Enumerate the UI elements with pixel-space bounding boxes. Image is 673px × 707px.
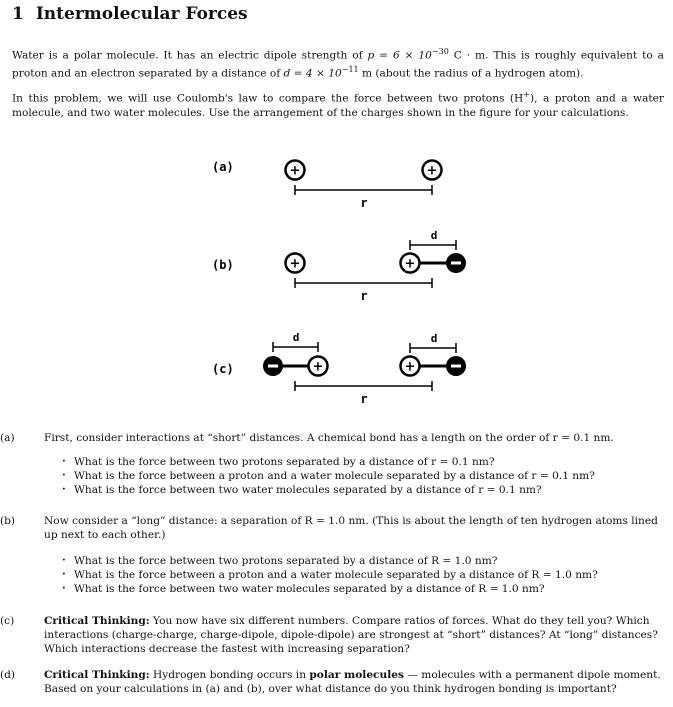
list-item: · What is the force between two water molecules separated by a distance of R = 1.0 nm?: [62, 582, 662, 596]
proton-charge-sup: +: [523, 90, 530, 99]
list-item: · What is the force between two protons separated by a distance of R = 1.0 nm?: [62, 554, 662, 568]
intro-paragraph-1: [12, 45, 664, 80]
distance-d-label: d: [292, 331, 300, 344]
intro-paragraph-2: [12, 88, 664, 120]
question-text: — molecules with a permanent dipole moment. Based on your calculations in (a) and (b), over what distance do you think hydrogen bonding is important?: [44, 669, 661, 695]
question-label: (d): [0, 669, 16, 681]
svg-text:+: +: [289, 163, 301, 179]
question-a: [0, 431, 665, 445]
list-item: · What is the force between a proton and a water molecule separated by a distance of r = 0.1 nm?: [62, 469, 662, 483]
list-item: · What is the force between a proton and a water molecule separated by a distance of R = 1.0 nm?: [62, 568, 662, 582]
distance-d-label: d: [430, 332, 438, 345]
intro-text: In this problem, we will use Coulomb's law to compare the force between two protons (H: [12, 92, 524, 105]
section-number: 1: [12, 4, 24, 24]
svg-text:+: +: [289, 256, 301, 272]
figure-svg: [0, 150, 673, 425]
dipole-exponent: −30: [431, 47, 449, 56]
svg-text:+: +: [404, 359, 416, 375]
question-b: [0, 514, 665, 542]
distance-r-label: r: [360, 289, 368, 303]
distance-r-marker: [295, 381, 432, 391]
question-label: (a): [0, 432, 15, 444]
critical-thinking-label: Critical Thinking:: [44, 669, 150, 681]
distance-exponent: −11: [341, 64, 359, 74]
water-dipole-icon: [263, 356, 328, 376]
question-b-items: [62, 554, 662, 596]
question-d: [0, 668, 665, 696]
distance-r-marker: [295, 278, 432, 288]
critical-thinking-label: Critical Thinking:: [44, 615, 150, 627]
question-label: (c): [0, 615, 15, 627]
section-title-text: Intermolecular Forces: [35, 4, 248, 24]
question-c: [0, 614, 665, 656]
charge-arrangement-figure: [0, 150, 673, 425]
proton-charge-icon: [423, 161, 442, 180]
distance-r-marker: [295, 185, 432, 195]
question-text: First, consider interactions at “short” distances. A chemical bond has a length on the order of r = 0.1 nm.: [44, 432, 614, 444]
water-dipole-icon: [401, 253, 467, 273]
water-dipole-icon: [401, 356, 467, 376]
svg-text:+: +: [312, 359, 324, 375]
figure-label-b: (b): [212, 258, 234, 272]
distance-d-label: d: [430, 229, 438, 242]
svg-text:+: +: [404, 256, 416, 272]
question-a-items: [62, 455, 662, 497]
intro-text: ), a proton and a water molecule, and two water molecules. Use the arrangement of the charges shown in the figure for your calculations.: [12, 92, 664, 119]
list-item: · What is the force between two water molecules separated by a distance of r = 0.1 nm?: [62, 483, 662, 497]
distance-r-label: r: [360, 392, 368, 406]
figure-label-a: (a): [212, 160, 234, 174]
intro-text: Water is a polar molecule. It has an electric dipole strength of: [12, 49, 368, 62]
intro-text: m (about the radius of a hydrogen atom).: [358, 67, 584, 80]
svg-text:+: +: [426, 163, 438, 179]
figure-label-c: (c): [212, 362, 234, 376]
polar-molecules-term: polar molecules: [309, 669, 404, 681]
section-title: [12, 4, 248, 24]
question-label: (b): [0, 515, 16, 527]
dipole-value: p = 6 × 10: [367, 49, 432, 62]
proton-charge-icon: [286, 254, 305, 273]
intro-text: C · m. This is roughly equivalent to a proton and an electron separated by a distance of: [12, 49, 664, 80]
list-item: · What is the force between two protons separated by a distance of r = 0.1 nm?: [62, 455, 662, 469]
distance-value: d = 4 × 10: [283, 67, 342, 80]
proton-charge-icon: [286, 161, 305, 180]
question-text: Hydrogen bonding occurs in: [149, 669, 310, 681]
question-text: Now consider a “long” distance: a separation of R = 1.0 nm. (This is about the length of ten hydrogen atoms lined up next to each other.): [44, 515, 658, 541]
distance-r-label: r: [360, 196, 368, 210]
question-text: You now have six different numbers. Compare ratios of forces. What do they tell you? Which interactions (charge-charge, charge-dipole, dipole-dipole) are strongest at “short” distances? At “long” distances? Which interactions decrease the fastest with increasing separation?: [44, 615, 658, 655]
